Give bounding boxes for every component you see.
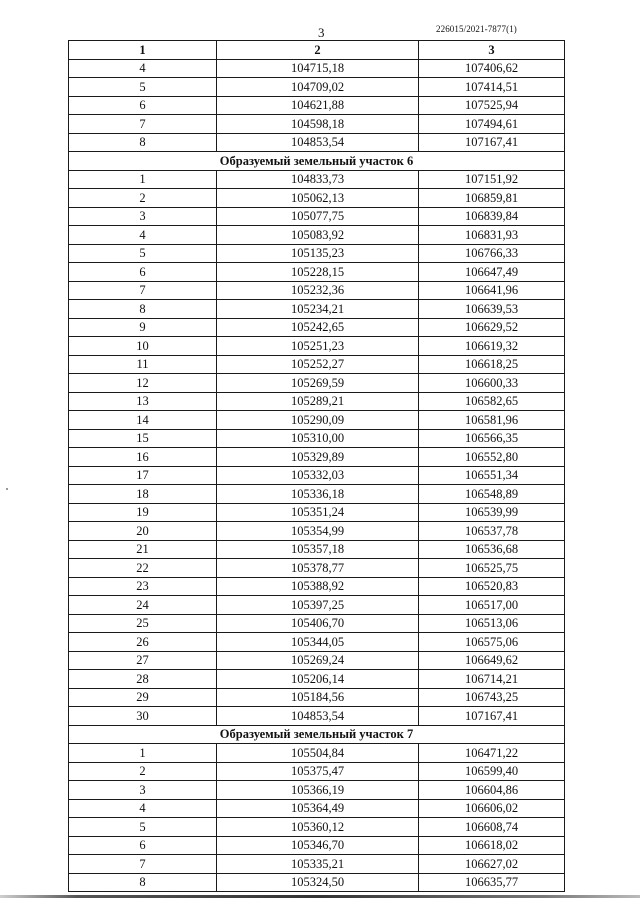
table-row (69, 670, 565, 689)
table-row (69, 115, 565, 134)
point-number-cell: 29 (69, 688, 217, 707)
y-coordinate-cell: 107525,94 (419, 96, 565, 115)
y-coordinate-cell: 107414,51 (419, 78, 565, 97)
table-row (69, 818, 565, 837)
point-number-cell: 28 (69, 670, 217, 689)
point-number-cell: 5 (69, 818, 217, 837)
table-row (69, 374, 565, 393)
column-header-x: 2 (217, 41, 419, 60)
point-number-cell: 14 (69, 411, 217, 430)
section-title-row (69, 725, 565, 744)
point-number-cell: 30 (69, 707, 217, 726)
x-coordinate-cell: 105397,25 (217, 596, 419, 615)
y-coordinate-cell: 106647,49 (419, 263, 565, 282)
y-coordinate-cell: 106525,75 (419, 559, 565, 578)
point-number-cell: 11 (69, 355, 217, 374)
x-coordinate-cell: 105375,47 (217, 762, 419, 781)
y-coordinate-cell: 106539,99 (419, 503, 565, 522)
table-row (69, 300, 565, 319)
column-header-y: 3 (419, 41, 565, 60)
y-coordinate-cell: 106551,34 (419, 466, 565, 485)
y-coordinate-cell: 106743,25 (419, 688, 565, 707)
table-row (69, 503, 565, 522)
x-coordinate-cell: 105289,21 (217, 392, 419, 411)
point-number-cell: 12 (69, 374, 217, 393)
point-number-cell: 8 (69, 133, 217, 152)
x-coordinate-cell: 105269,24 (217, 651, 419, 670)
table-row (69, 762, 565, 781)
y-coordinate-cell: 106548,89 (419, 485, 565, 504)
table-row (69, 411, 565, 430)
scan-speck (6, 488, 8, 490)
point-number-cell: 16 (69, 448, 217, 467)
table-row (69, 559, 565, 578)
y-coordinate-cell: 106619,32 (419, 337, 565, 356)
y-coordinate-cell: 106618,25 (419, 355, 565, 374)
x-coordinate-cell: 105290,09 (217, 411, 419, 430)
y-coordinate-cell: 106831,93 (419, 226, 565, 245)
x-coordinate-cell: 105232,36 (217, 281, 419, 300)
table-header (69, 41, 565, 60)
table-row (69, 485, 565, 504)
y-coordinate-cell: 106618,02 (419, 836, 565, 855)
y-coordinate-cell: 107167,41 (419, 707, 565, 726)
point-number-cell: 7 (69, 115, 217, 134)
x-coordinate-cell: 105329,89 (217, 448, 419, 467)
y-coordinate-cell: 106536,68 (419, 540, 565, 559)
point-number-cell: 5 (69, 78, 217, 97)
x-coordinate-cell: 105336,18 (217, 485, 419, 504)
table-row (69, 337, 565, 356)
point-number-cell: 2 (69, 189, 217, 208)
point-number-cell: 1 (69, 744, 217, 763)
table-row (69, 744, 565, 763)
point-number-cell: 13 (69, 392, 217, 411)
point-number-cell: 27 (69, 651, 217, 670)
point-number-cell: 4 (69, 226, 217, 245)
table-row (69, 577, 565, 596)
y-coordinate-cell: 106520,83 (419, 577, 565, 596)
y-coordinate-cell: 106537,78 (419, 522, 565, 541)
table-row (69, 781, 565, 800)
y-coordinate-cell: 106513,06 (419, 614, 565, 633)
y-coordinate-cell: 107406,62 (419, 59, 565, 78)
table-row (69, 78, 565, 97)
point-number-cell: 18 (69, 485, 217, 504)
y-coordinate-cell: 106639,53 (419, 300, 565, 319)
point-number-cell: 3 (69, 781, 217, 800)
x-coordinate-cell: 105332,03 (217, 466, 419, 485)
point-number-cell: 26 (69, 633, 217, 652)
point-number-cell: 10 (69, 337, 217, 356)
scan-bottom-edge (0, 895, 640, 898)
x-coordinate-cell: 105234,21 (217, 300, 419, 319)
point-number-cell: 3 (69, 207, 217, 226)
table-row (69, 59, 565, 78)
x-coordinate-cell: 105269,59 (217, 374, 419, 393)
x-coordinate-cell: 105366,19 (217, 781, 419, 800)
table-row (69, 633, 565, 652)
point-number-cell: 21 (69, 540, 217, 559)
table-row (69, 707, 565, 726)
y-coordinate-cell: 106471,22 (419, 744, 565, 763)
y-coordinate-cell: 106582,65 (419, 392, 565, 411)
y-coordinate-cell: 106649,62 (419, 651, 565, 670)
x-coordinate-cell: 105242,65 (217, 318, 419, 337)
x-coordinate-cell: 104833,73 (217, 170, 419, 189)
x-coordinate-cell: 105228,15 (217, 263, 419, 282)
x-coordinate-cell: 104621,88 (217, 96, 419, 115)
x-coordinate-cell: 105184,56 (217, 688, 419, 707)
table-row (69, 355, 565, 374)
point-number-cell: 5 (69, 244, 217, 263)
point-number-cell: 7 (69, 281, 217, 300)
table-row (69, 448, 565, 467)
point-number-cell: 6 (69, 836, 217, 855)
point-number-cell: 2 (69, 762, 217, 781)
y-coordinate-cell: 106641,96 (419, 281, 565, 300)
y-coordinate-cell: 106552,80 (419, 448, 565, 467)
y-coordinate-cell: 106859,81 (419, 189, 565, 208)
y-coordinate-cell: 106600,33 (419, 374, 565, 393)
point-number-cell: 6 (69, 263, 217, 282)
point-number-cell: 20 (69, 522, 217, 541)
y-coordinate-cell: 106766,33 (419, 244, 565, 263)
y-coordinate-cell: 106606,02 (419, 799, 565, 818)
y-coordinate-cell: 107167,41 (419, 133, 565, 152)
x-coordinate-cell: 104853,54 (217, 133, 419, 152)
table-row (69, 318, 565, 337)
table-row (69, 133, 565, 152)
y-coordinate-cell: 106627,02 (419, 855, 565, 874)
table-row (69, 189, 565, 208)
table-row (69, 263, 565, 282)
point-number-cell: 24 (69, 596, 217, 615)
x-coordinate-cell: 105077,75 (217, 207, 419, 226)
y-coordinate-cell: 106839,84 (419, 207, 565, 226)
x-coordinate-cell: 105135,23 (217, 244, 419, 263)
table-row (69, 540, 565, 559)
point-number-cell: 1 (69, 170, 217, 189)
y-coordinate-cell: 106714,21 (419, 670, 565, 689)
point-number-cell: 22 (69, 559, 217, 578)
x-coordinate-cell: 105504,84 (217, 744, 419, 763)
y-coordinate-cell: 106575,06 (419, 633, 565, 652)
x-coordinate-cell: 105406,70 (217, 614, 419, 633)
coordinates-table (68, 40, 565, 892)
point-number-cell: 15 (69, 429, 217, 448)
table-row (69, 596, 565, 615)
x-coordinate-cell: 105364,49 (217, 799, 419, 818)
table-row (69, 688, 565, 707)
point-number-cell: 9 (69, 318, 217, 337)
document-id: 226015/2021-7877(1) (436, 24, 517, 34)
table-row (69, 244, 565, 263)
x-coordinate-cell: 104598,18 (217, 115, 419, 134)
table-row (69, 466, 565, 485)
y-coordinate-cell: 106608,74 (419, 818, 565, 837)
y-coordinate-cell: 107151,92 (419, 170, 565, 189)
column-header-point: 1 (69, 41, 217, 60)
table-row (69, 522, 565, 541)
x-coordinate-cell: 105206,14 (217, 670, 419, 689)
table-row (69, 392, 565, 411)
x-coordinate-cell: 105357,18 (217, 540, 419, 559)
y-coordinate-cell: 106566,35 (419, 429, 565, 448)
x-coordinate-cell: 105360,12 (217, 818, 419, 837)
x-coordinate-cell: 105252,27 (217, 355, 419, 374)
table-row (69, 96, 565, 115)
point-number-cell: 19 (69, 503, 217, 522)
x-coordinate-cell: 105062,13 (217, 189, 419, 208)
x-coordinate-cell: 105083,92 (217, 226, 419, 245)
x-coordinate-cell: 104709,02 (217, 78, 419, 97)
point-number-cell: 8 (69, 300, 217, 319)
x-coordinate-cell: 105310,00 (217, 429, 419, 448)
x-coordinate-cell: 105354,99 (217, 522, 419, 541)
x-coordinate-cell: 105251,23 (217, 337, 419, 356)
table-row (69, 429, 565, 448)
table-body (69, 59, 565, 892)
table-row (69, 170, 565, 189)
point-number-cell: 8 (69, 873, 217, 892)
point-number-cell: 17 (69, 466, 217, 485)
table-row (69, 614, 565, 633)
x-coordinate-cell: 105346,70 (217, 836, 419, 855)
table-row (69, 836, 565, 855)
point-number-cell: 4 (69, 59, 217, 78)
table-row (69, 799, 565, 818)
header-row (69, 41, 565, 60)
y-coordinate-cell: 106599,40 (419, 762, 565, 781)
y-coordinate-cell: 106629,52 (419, 318, 565, 337)
table-row (69, 207, 565, 226)
table-row (69, 873, 565, 892)
x-coordinate-cell: 105324,50 (217, 873, 419, 892)
page-number: 3 (318, 25, 325, 40)
point-number-cell: 6 (69, 96, 217, 115)
point-number-cell: 25 (69, 614, 217, 633)
y-coordinate-cell: 107494,61 (419, 115, 565, 134)
point-number-cell: 7 (69, 855, 217, 874)
x-coordinate-cell: 105344,05 (217, 633, 419, 652)
table-row (69, 281, 565, 300)
point-number-cell: 23 (69, 577, 217, 596)
y-coordinate-cell: 106517,00 (419, 596, 565, 615)
point-number-cell: 4 (69, 799, 217, 818)
x-coordinate-cell: 105388,92 (217, 577, 419, 596)
x-coordinate-cell: 105351,24 (217, 503, 419, 522)
x-coordinate-cell: 104715,18 (217, 59, 419, 78)
y-coordinate-cell: 106604,86 (419, 781, 565, 800)
section-title-row (69, 152, 565, 171)
table-row (69, 855, 565, 874)
table-row (69, 651, 565, 670)
y-coordinate-cell: 106635,77 (419, 873, 565, 892)
section-title: Образуемый земельный участок 7 (69, 725, 565, 744)
x-coordinate-cell: 105378,77 (217, 559, 419, 578)
table-row (69, 226, 565, 245)
y-coordinate-cell: 106581,96 (419, 411, 565, 430)
x-coordinate-cell: 105335,21 (217, 855, 419, 874)
section-title: Образуемый земельный участок 6 (69, 152, 565, 171)
x-coordinate-cell: 104853,54 (217, 707, 419, 726)
